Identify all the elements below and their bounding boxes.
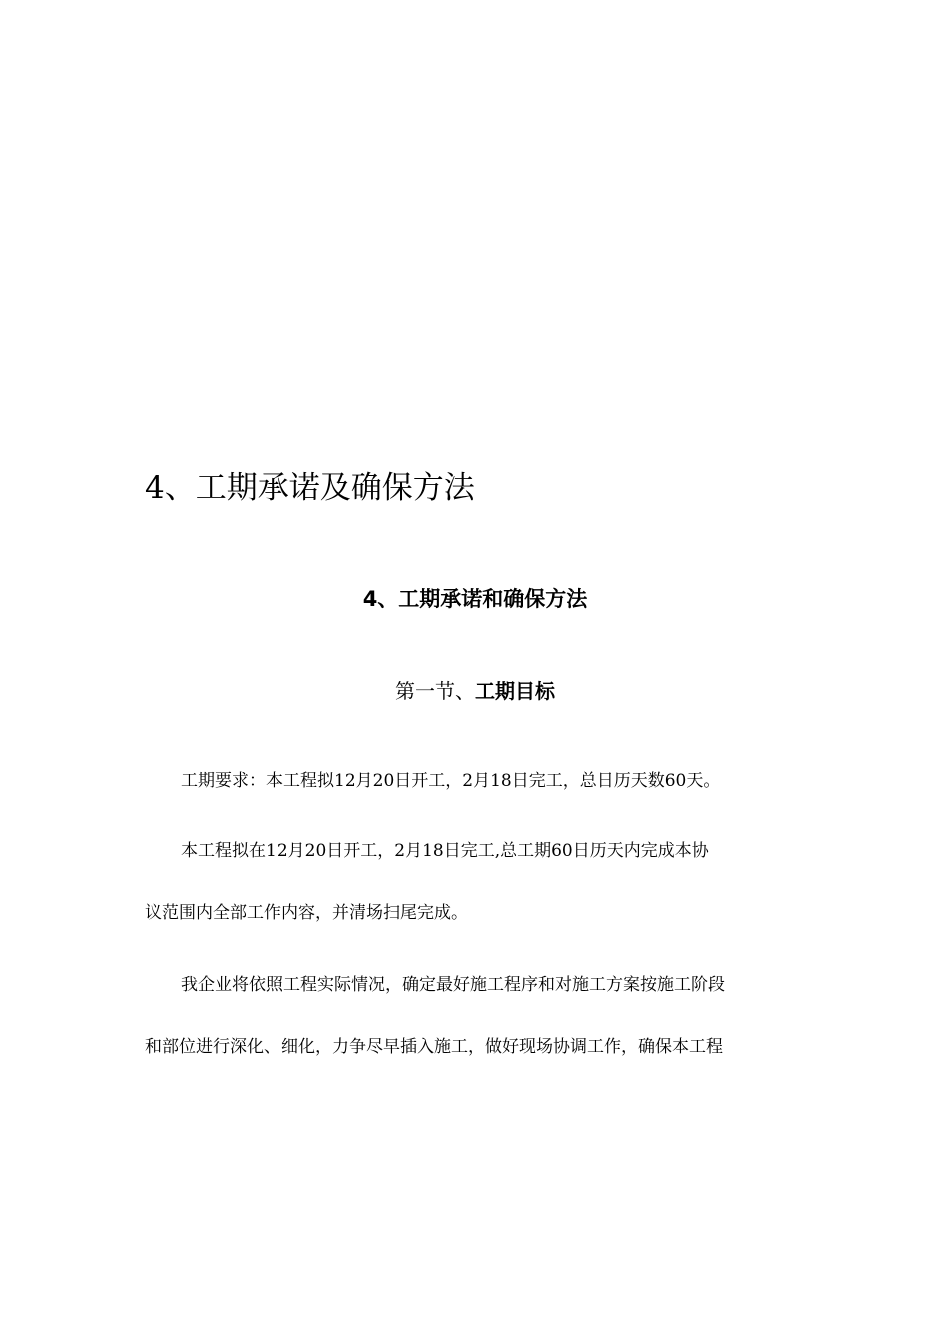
subsection-title — [0, 676, 950, 706]
paragraph-construction-plan — [145, 954, 805, 1078]
paragraph-line: 工期要求：本工程拟12月20日开工，2月18日完工，总日历天数60天。 — [181, 771, 721, 791]
section-title: 4、工期承诺和确保方法 — [362, 587, 588, 611]
paragraph-line: 我企业将依照工程实际情况，确定最好施工程序和对施工方案按施工阶段 — [181, 975, 725, 995]
subsection-number: 第一节、 — [395, 679, 475, 703]
subsection-name: 工期目标 — [475, 679, 555, 703]
document-title: 4、工期承诺及确保方法 — [145, 470, 475, 506]
paragraph-line: 本工程拟在12月20日开工，2月18日完工,总工期60日历天内完成本协 — [181, 841, 709, 861]
paragraph-completion-commitment — [145, 820, 805, 944]
paragraph-line: 和部位进行深化、细化，力争尽早插入施工，做好现场协调工作，确保本工程 — [145, 1037, 723, 1057]
paragraph-line: 议范围内全部工作内容，并清场扫尾完成。 — [145, 903, 468, 923]
paragraph-schedule-requirement — [145, 750, 805, 812]
